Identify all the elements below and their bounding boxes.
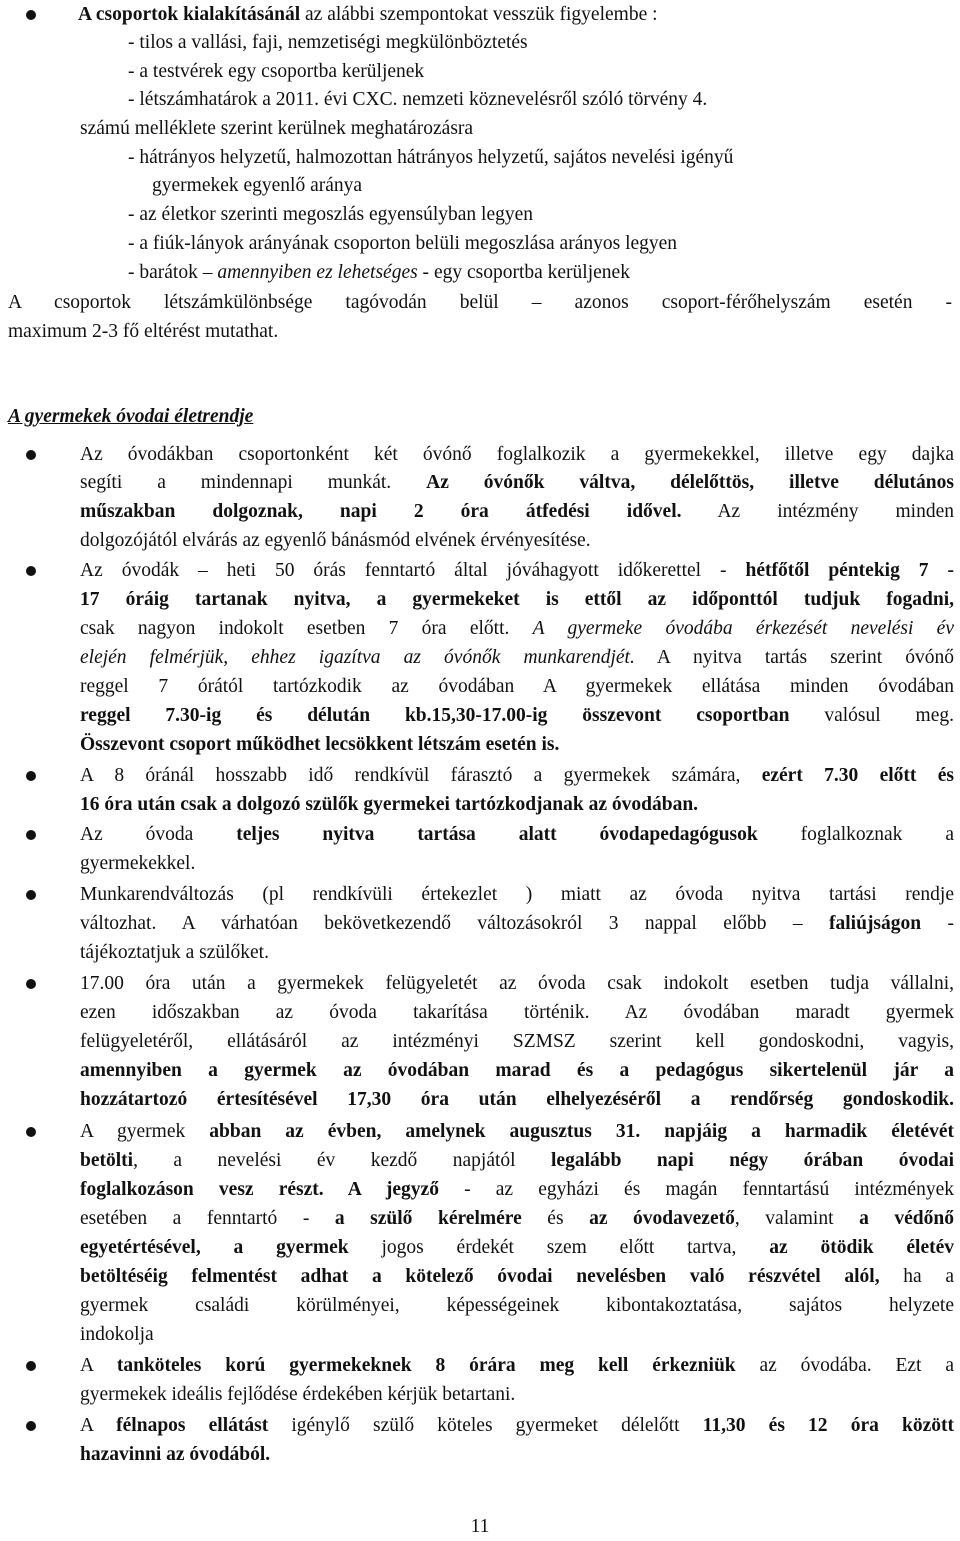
bold-text: betölti xyxy=(80,1150,134,1171)
text: segíti a mindennapi munkát. xyxy=(80,472,427,493)
bold-text: tanköteles korú gyermekeknek 8 órára meg kell érkezniük xyxy=(116,1355,736,1376)
paragraph-line xyxy=(80,468,954,497)
text: Az óvodák – heti 50 órás fenntartó által jóváhagyott időkerettel - xyxy=(80,560,746,581)
paragraph-line xyxy=(80,701,954,730)
text: A nyitva tartás szerint óvónő xyxy=(634,647,954,668)
bullet-dot xyxy=(26,1127,36,1137)
text: az óvodába. Ezt a xyxy=(735,1355,954,1376)
text: , valamint xyxy=(734,1208,860,1229)
text: - az egyházi és magán fenntartású intézmények xyxy=(438,1179,954,1200)
italic-text: A gyermeke óvodába érkezését nevelési év xyxy=(532,618,954,639)
bold-text: műszakban dolgoznak, napi 2 óra átfedési idővel. xyxy=(80,501,682,522)
bullet-dot xyxy=(26,10,36,20)
paragraph-line: 16 óra után csak a dolgozó szülők gyermekei tartózkodjanak az óvodában. xyxy=(80,794,699,815)
paragraph-line xyxy=(80,556,954,585)
paragraph-line: 17 óráig tartanak nyitva, a gyermekeket is ettől az időponttól tudjuk fogadni, xyxy=(80,589,954,610)
text: Az óvoda xyxy=(80,824,237,845)
intro-paragraph: A csoportok létszámkülönbsége tagóvodán belül – azonos csoport-férőhelyszám esetén - xyxy=(8,292,952,313)
bold-text: egyetértésével, a gyermek xyxy=(80,1237,349,1258)
paragraph-line xyxy=(80,1175,954,1204)
paragraph-line xyxy=(80,1146,954,1175)
text: esetében a fenntartó - xyxy=(80,1208,335,1229)
intro-dash-item: számú melléklete szerint kerülnek meghatározásra xyxy=(80,118,474,139)
paragraph-line: Munkarendváltozás (pl rendkívüli értekezlet ) miatt az óvoda nyitva tartási rendje xyxy=(80,884,954,905)
text: egy csoportba kerüljenek xyxy=(429,262,630,283)
bold-text: Az óvónők váltva, délelőttös, illetve délutános xyxy=(426,472,954,493)
bold-text: betöltéséig felmentést adhat a kötelező óvodai nevelésben való részvétel alól, xyxy=(80,1266,880,1287)
paragraph-line: hozzátartozó értesítésével 17,30 óra után elhelyezéséről a rendőrség gondoskodik. xyxy=(80,1089,954,1110)
paragraph-line: Az óvodákban csoportonként két óvónő foglalkozik a gyermekekkel, illetve egy dajka xyxy=(80,444,954,465)
bullet-dot xyxy=(26,771,36,781)
bold-text: a védőnő xyxy=(859,1208,954,1229)
text: csak nagyon indokolt esetben 7 óra előtt. xyxy=(80,618,533,639)
bold-text: abban az évben, amelynek augusztus 31. napjáig a harmadik életévét xyxy=(209,1121,954,1142)
text: változhat. A várhatóan bekövetkezendő változásokról 3 nappal előbb – xyxy=(80,913,830,934)
bold-text: teljes nyitva tartása alatt óvodapedagógusok xyxy=(236,824,758,845)
section-title: A gyermekek óvodai életrendje xyxy=(8,406,254,427)
paragraph-line xyxy=(80,1233,954,1262)
bold-text: ezért 7.30 előtt és xyxy=(761,765,954,786)
text: valósul meg. xyxy=(789,705,954,726)
paragraph-line: 17.00 óra után a gyermekek felügyeletét az óvoda csak indokolt esetben tudja vállalni, xyxy=(80,973,954,994)
bold-text: az óvodavezető xyxy=(589,1208,735,1229)
paragraph-line: ezen időszakban az óvoda takarítása történik. Az óvodában maradt gyermek xyxy=(80,1002,954,1023)
bold-text: foglalkozáson vesz részt. A jegyző xyxy=(80,1179,439,1200)
bold-text: a szülő kérelmére xyxy=(334,1208,522,1229)
bold-text: 11,30 és 12 óra között xyxy=(702,1415,954,1436)
paragraph-line xyxy=(80,643,954,672)
text: ha a xyxy=(879,1266,955,1287)
paragraph-line xyxy=(80,1262,954,1291)
intro-dash-item: - tilos a vallási, faji, nemzetiségi megkülönböztetés xyxy=(128,32,528,53)
paragraph-line xyxy=(80,761,954,790)
intro-text: az alábbi szempontokat vesszük figyelembe : xyxy=(300,4,658,25)
bullet-dot xyxy=(26,1421,36,1431)
paragraph-line xyxy=(80,497,954,526)
italic-text: amennyiben ez lehetséges - xyxy=(217,262,430,283)
paragraph-line: gyermek családi körülményei, képességeinek kibontakoztatása, sajátos helyzete xyxy=(80,1295,954,1316)
text: foglalkoznak a xyxy=(757,824,954,845)
intro-line xyxy=(78,0,658,29)
paragraph-line: Összevont csoport működhet lecsökkent létszám esetén is. xyxy=(80,734,560,755)
bullet-dot xyxy=(26,1361,36,1371)
text: igénylő szülő köteles gyermeket délelőtt xyxy=(268,1415,703,1436)
paragraph-line: gyermekek ideális fejlődése érdekében kérjük betartani. xyxy=(80,1384,516,1405)
page-number: 11 xyxy=(470,1516,490,1537)
bold-text: félnapos ellátást xyxy=(116,1415,269,1436)
paragraph-line: hazavinni az óvodából. xyxy=(80,1444,271,1465)
paragraph-line xyxy=(80,1117,954,1146)
text: - barátok – xyxy=(128,262,218,283)
paragraph-line: indokolja xyxy=(80,1324,154,1345)
bold-text: faliújságon xyxy=(829,913,922,934)
intro-dash-item: - a fiúk-lányok arányának csoporton belüli megoszlása arányos legyen xyxy=(128,233,678,254)
text: és xyxy=(521,1208,590,1229)
paragraph-line: amennyiben a gyermek az óvodában marad és a pedagógus sikertelenül jár a xyxy=(80,1060,954,1081)
bullet-dot xyxy=(26,566,36,576)
paragraph-line: tájékoztatjuk a szülőket. xyxy=(80,942,269,963)
bold-text: az ötödik életév xyxy=(769,1237,954,1258)
text: A gyermek xyxy=(80,1121,210,1142)
bold-text: hétfőtől péntekig 7 - xyxy=(745,560,954,581)
paragraph-line: reggel 7 órától tartózkodik az óvodában A gyermekek ellátása minden óvodában xyxy=(80,676,954,697)
text: A xyxy=(80,1415,117,1436)
text: A 8 óránál hosszabb idő rendkívül fárasztó a gyermekek számára, xyxy=(80,765,762,786)
paragraph-line xyxy=(80,820,954,849)
bullet-dot xyxy=(26,890,36,900)
intro-dash-item: - hátrányos helyzetű, halmozottan hátrányos helyzetű, sajátos nevelési igényű xyxy=(128,147,734,168)
intro-paragraph: maximum 2-3 fő eltérést mutathat. xyxy=(8,321,279,342)
text: jogos érdekét szem előtt tartva, xyxy=(348,1237,770,1258)
intro-dash-item: - létszámhatárok a 2011. évi CXC. nemzeti köznevelésről szóló törvény 4. xyxy=(128,89,708,110)
text: A xyxy=(80,1355,117,1376)
paragraph-line xyxy=(80,614,954,643)
text: - xyxy=(921,913,954,934)
paragraph-line: gyermekekkel. xyxy=(80,853,196,874)
paragraph-line xyxy=(80,1351,954,1380)
text: Az intézmény minden xyxy=(681,501,954,522)
bold-text: reggel 7.30-ig és délután kb.15,30-17.00-ig összevont csoportban xyxy=(80,705,790,726)
paragraph-line: felügyeletéről, ellátásáról az intézményi SZMSZ szerint kell gondoskodni, vagyis, xyxy=(80,1031,954,1052)
intro-dash-item: - a testvérek egy csoportba kerüljenek xyxy=(128,61,425,82)
paragraph-line xyxy=(80,909,954,938)
paragraph-line: dolgozójától elvárás az egyenlő bánásmód elvének érvényesítése. xyxy=(80,530,591,551)
italic-text: elején felmérjük, ehhez igazítva az óvónők munkarendjét. xyxy=(80,647,635,668)
text: , a nevelési év kezdő napjától xyxy=(133,1150,552,1171)
bold-text: legalább napi négy órában óvodai xyxy=(551,1150,954,1171)
bullet-dot xyxy=(26,979,36,989)
intro-dash-item: gyermekek egyenlő aránya xyxy=(152,175,363,196)
intro-dash-item xyxy=(128,258,630,287)
paragraph-line xyxy=(80,1204,954,1233)
bullet-dot xyxy=(26,450,36,460)
paragraph-line xyxy=(80,1411,954,1440)
bullet-dot xyxy=(26,830,36,840)
intro-bold: A csoportok kialakításánál xyxy=(78,4,301,25)
intro-dash-item: - az életkor szerinti megoszlás egyensúlyban legyen xyxy=(128,204,534,225)
